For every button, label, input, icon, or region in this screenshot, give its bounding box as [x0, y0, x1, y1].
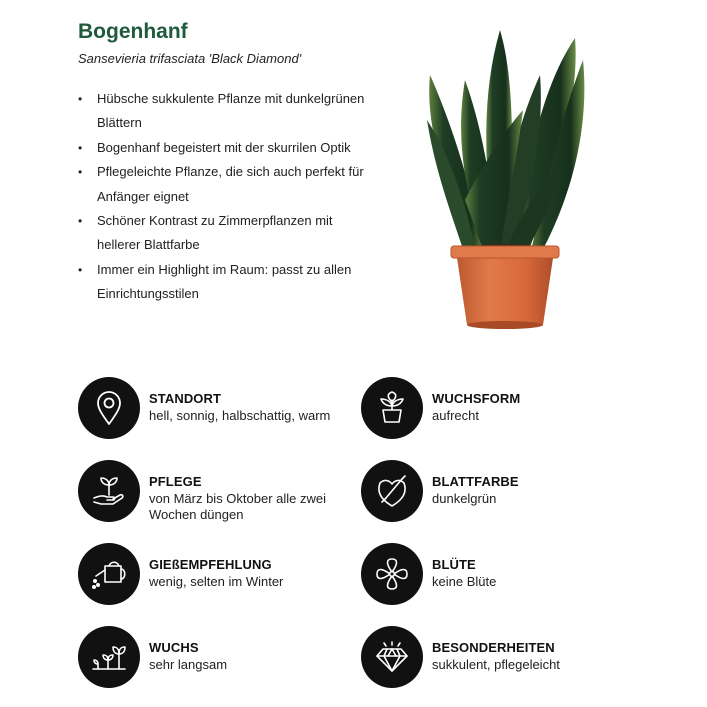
botanical-name: Sansevieria trifasciata 'Black Diamond': [78, 51, 302, 66]
leaf-brush-icon: [361, 460, 423, 522]
feature-title: STANDORT: [149, 391, 222, 406]
list-item: • Immer ein Highlight im Raum: passt zu allen Einrichtungsstilen: [78, 258, 368, 307]
feature-blattfarbe: [361, 460, 631, 526]
bullet-icon: •: [78, 214, 83, 229]
feature-description: wenig, selten im Winter: [149, 574, 284, 589]
feature-title: PFLEGE: [149, 474, 202, 489]
feature-bluete: [361, 543, 631, 609]
page-title: Bogenhanf: [78, 20, 188, 43]
feature-description: dunkelgrün: [432, 491, 497, 506]
growing-sprouts-icon: [78, 626, 140, 688]
feature-description: sehr langsam: [149, 657, 228, 672]
feature-standort: [78, 377, 348, 443]
feature-title: BLÜTE: [432, 557, 476, 572]
list-item: • Hübsche sukkulente Pflanze mit dunkelgrünen Blättern: [78, 87, 368, 136]
feature-title: BLATTFARBE: [432, 474, 519, 489]
feature-title: WUCHSFORM: [432, 391, 521, 406]
potted-plant-icon: [361, 377, 423, 439]
flower-icon: [361, 543, 423, 605]
snake-plant-image: [405, 20, 605, 340]
bullet-icon: •: [78, 165, 83, 180]
feature-title: BESONDERHEITEN: [432, 640, 555, 655]
feature-wuchs: [78, 626, 348, 692]
diamond-icon: [361, 626, 423, 688]
feature-description: keine Blüte: [432, 574, 497, 589]
feature-title: GIEßEMPFEHLUNG: [149, 557, 272, 572]
feature-description: aufrecht: [432, 408, 479, 423]
location-pin-icon: [78, 377, 140, 439]
feature-wuchsform: [361, 377, 631, 443]
feature-description: von März bis Oktober alle zwei Wochen düngen: [149, 491, 327, 522]
feature-description: hell, sonnig, halbschattig, warm: [149, 408, 331, 423]
feature-giessempfehlung: [78, 543, 348, 609]
feature-besonderheiten: [361, 626, 631, 692]
feature-description: sukkulent, pflegeleicht: [432, 657, 560, 672]
feature-title: WUCHS: [149, 640, 199, 655]
hand-sprout-icon: [78, 460, 140, 522]
list-item: • Bogenhanf begeistert mit der skurrilen Optik: [78, 136, 368, 160]
list-item: • Schöner Kontrast zu Zimmerpflanzen mit hellerer Blattfarbe: [78, 209, 368, 258]
feature-pflege: [78, 460, 348, 526]
watering-can-icon: [78, 543, 140, 605]
feature-bullet-list: [78, 87, 368, 307]
bullet-icon: •: [78, 140, 83, 155]
bullet-icon: •: [78, 92, 83, 106]
bullet-icon: •: [78, 262, 83, 277]
list-item: • Pflegeleichte Pflanze, die sich auch perfekt für Anfänger eignet: [78, 160, 368, 209]
